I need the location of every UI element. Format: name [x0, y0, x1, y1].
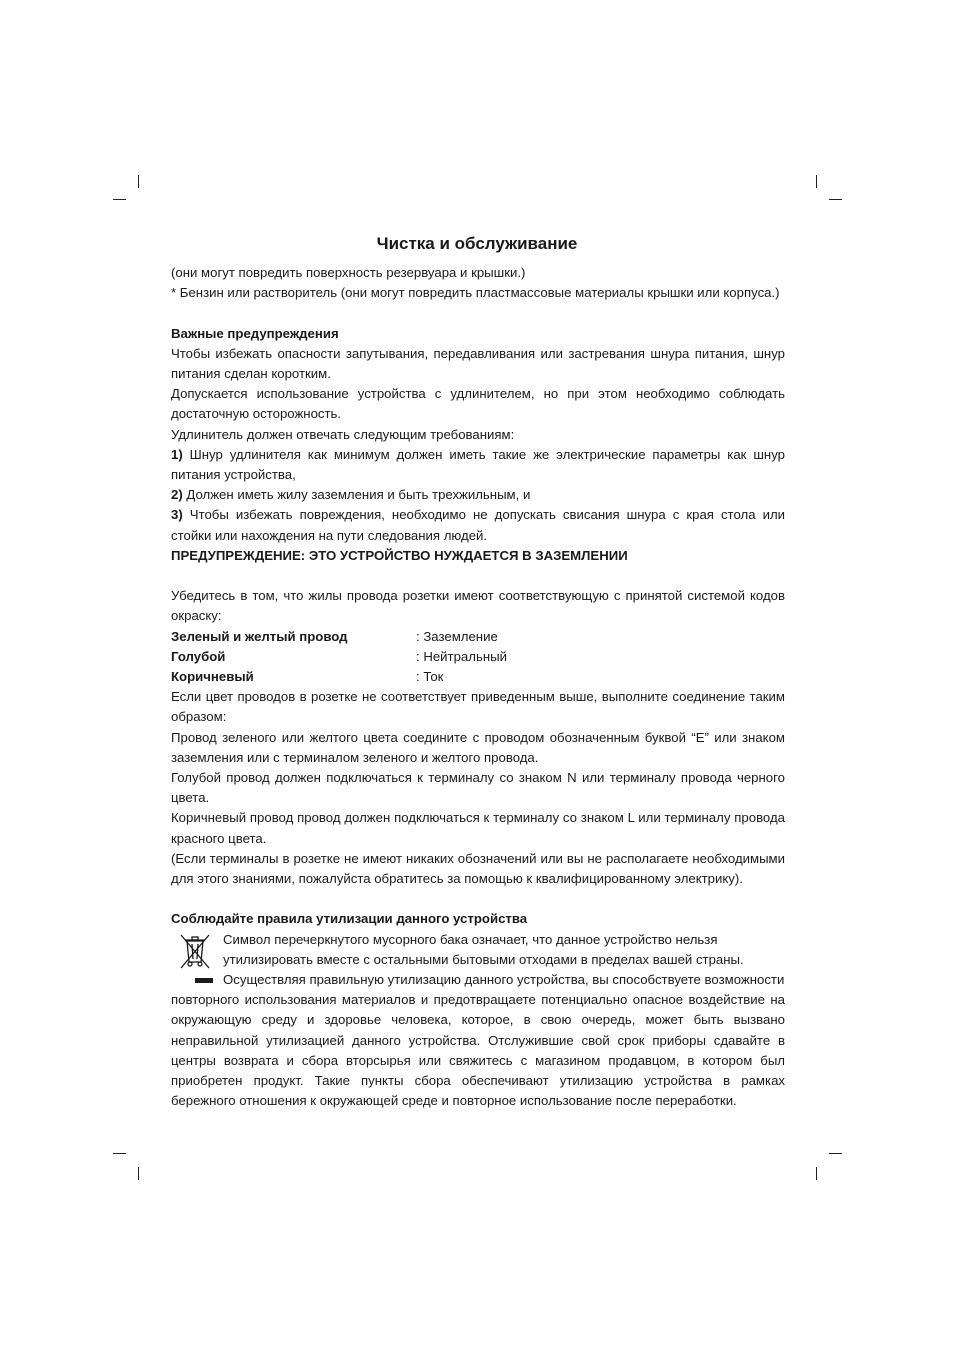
page-title: Чистка и обслуживание	[376, 234, 578, 253]
paragraph: повторного использования материалов и предотвращаете потенциально опасное воздействие на окружающую среду и здоровье человека, которое, в свою очередь, может быть вызвано неправильной утилизацией данного устройства. Отслужившие свой срок приборы сдавайте в центры возврата и сбора вторсырья или свяжитесь с магазином продавцом, в котором был приобретен продукт. Такие пункты сбора обеспечивают утилизацию устройства в рамках бережного отношения к окружающей среде и повторное использование после переработки.	[171, 992, 785, 1109]
paragraph: Допускается использование устройства с удлинителем, но при этом необходимо соблюдать достаточную осторожность.	[171, 386, 785, 422]
wire-row: Коричневый : Ток	[171, 669, 444, 685]
crop-mark	[113, 199, 126, 200]
paragraph: Если цвет проводов в розетке не соответствует приведенным выше, выполните соединение таким образом:	[171, 689, 785, 725]
crop-mark	[829, 199, 842, 200]
paragraph: (Если терминалы в розетке не имеют никаких обозначений или вы не располагаете необходимыми для этого знаниями, пожалуйста обратитесь за помощью к квалифицированному электрику).	[171, 850, 785, 887]
crop-mark	[138, 175, 139, 188]
intro-line: (они могут повредить поверхность резервуара и крышки.)	[171, 265, 526, 280]
wire-row: Зеленый и желтый провод : Заземление	[171, 628, 498, 644]
paragraph: Провод зеленого или желтого цвета соедините с проводом обозначенным буквой “E” или знаком заземления или с терминалом зеленого и желтого провода.	[171, 729, 785, 765]
warnings-heading: Важные предупреждения	[171, 325, 339, 341]
crossed-bin-icon	[177, 932, 213, 970]
paragraph: Убедитесь в том, что жилы провода розетки имеют соответствующую с принятой системой кодов окраску:	[171, 588, 785, 624]
list-item: 2) Должен иметь жилу заземления и быть трехжильным, и	[171, 487, 531, 503]
document-body	[171, 263, 785, 1111]
disposal-block	[171, 930, 785, 1112]
paragraph: Удлинитель должен отвечать следующим требованиям:	[171, 426, 515, 442]
disposal-heading: Соблюдайте правила утилизации данного устройства	[171, 911, 528, 927]
crop-mark	[138, 1167, 139, 1180]
paragraph: Коричневый провод провод должен подключаться к терминалу со знаком L или терминалу провода красного цвета.	[171, 810, 785, 846]
intro-line: * Бензин или растворитель (они могут повредить пластмассовые материалы крышки или корпуса.)	[171, 285, 780, 301]
disposal-line: Осуществляя правильную утилизацию данного устройства, вы способствуете возможности	[171, 970, 785, 990]
disposal-line: утилизировать вместе с остальными бытовыми отходами в пределах вашей страны.	[223, 951, 744, 967]
crop-mark	[816, 175, 817, 188]
crop-mark	[816, 1167, 817, 1180]
disposal-line: Символ перечеркнутого мусорного бака означает, что данное устройство нельзя	[223, 931, 718, 947]
list-item: 3) Чтобы избежать повреждения, необходимо не допускать свисания шнура с края стола или стойки или нахождения на пути следования людей.	[171, 507, 786, 543]
grounding-warning: ПРЕДУПРЕЖДЕНИЕ: ЭТО УСТРОЙСТВО НУЖДАЕТСЯ В ЗАЗЕМЛЕНИИ	[171, 547, 628, 563]
paragraph: Голубой провод должен подключаться к терминалу со знаком N или терминалу провода черного цвета.	[171, 770, 785, 806]
crop-mark	[829, 1153, 842, 1154]
paragraph: Чтобы избежать опасности запутывания, передавливания или застревания шнура питания, шнур питания сделан коротким.	[171, 345, 785, 381]
bar-icon	[195, 978, 213, 983]
list-item: 1) Шнур удлинителя как минимум должен иметь такие же электрические параметры как шнур питания устройства,	[171, 446, 785, 483]
crop-mark	[113, 1153, 126, 1154]
wire-row: Голубой : Нейтральный	[171, 648, 507, 664]
